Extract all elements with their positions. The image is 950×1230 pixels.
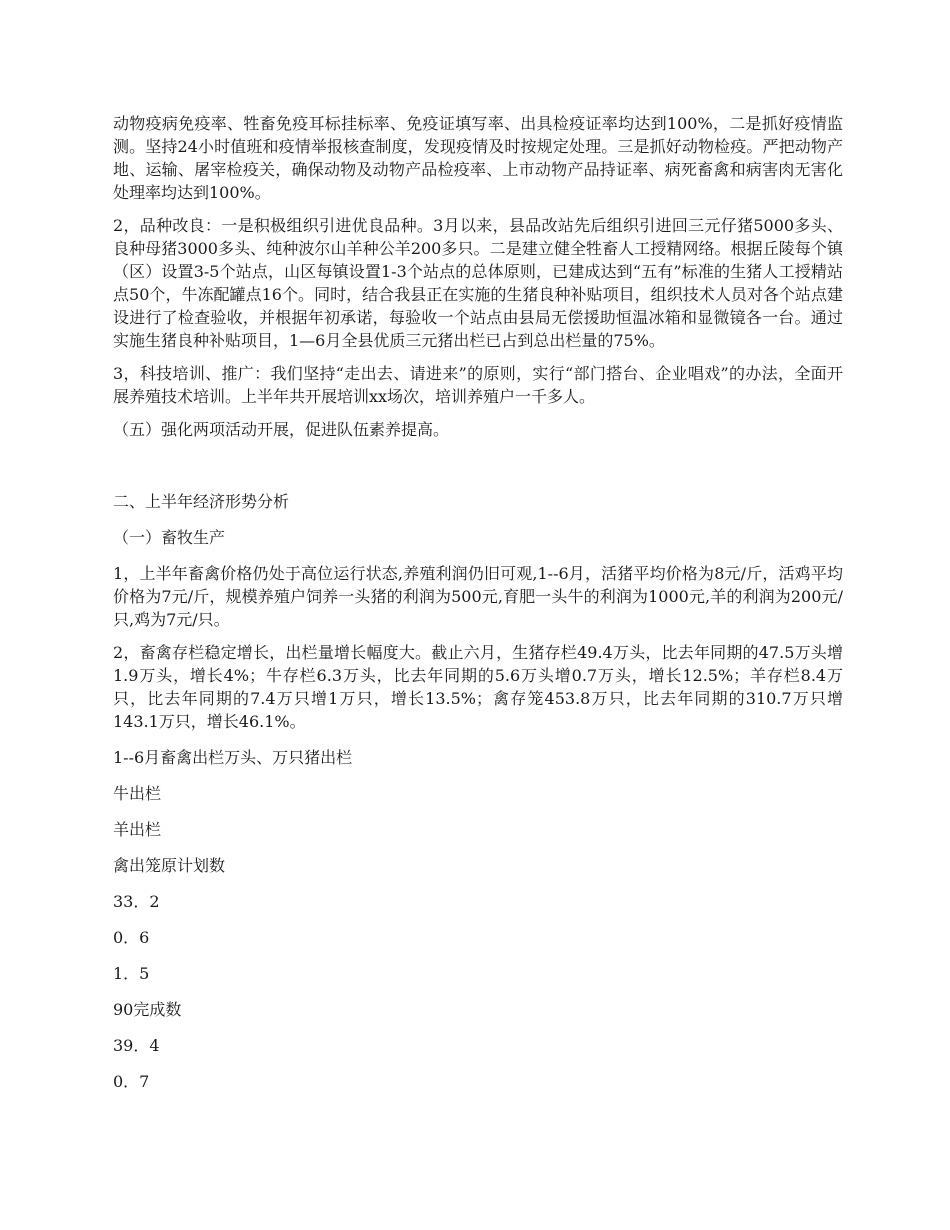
paragraph-epidemic-prevention: 动物疫病免疫率、牲畜免疫耳标挂标率、免疫证填写率、出具检疫证率均达到100%，二是抓好疫情监测。坚持24小时值班和疫情举报核查制度，发现疫情及时按规定处理。三是抓好动物检疫。严把动物产地、运输、屠宰检疫关，确保动物及动物产品检疫率、上市动物产品持证率、病死畜禽和病害肉无害化处理率均达到100%。 xyxy=(113,114,843,202)
paragraph-breed-improvement: 2，品种改良：一是积极组织引进优良品种。3月以来，县品改站先后组织引进回三元仔猪5000多头、良种母猪3000多头、纯种波尔山羊种公羊200多只。二是建立健全牲畜人工授精网络。根据丘陵每个镇（区）设置3-5个站点，山区每镇设置1-3个站点的总体原则，已建成达到“五有”标准的生猪人工授精站点50个，牛冻配罐点16个。同时，结合我县正在实施的生猪良种补贴项目，组织技术人员对各个站点建设进行了检查验收，并根据年初承诺，每验收一个站点由县局无偿援助恒温冰箱和显微镜各一台。通过实施生猪良种补贴项目，1—6月全县优质三元猪出栏已占到总出栏量的75%。 xyxy=(113,216,843,350)
table-line: 33．2 xyxy=(113,892,160,911)
document-page xyxy=(113,112,843,1106)
table-line: 牛出栏 xyxy=(113,784,162,803)
table-line: 0．6 xyxy=(113,928,150,947)
table-line: 90完成数 xyxy=(113,1000,182,1019)
paragraph-prices: 1，上半年畜禽价格仍处于高位运行状态,养殖利润仍旧可观,1--6月，活猪平均价格为8元/斤，活鸡平均价格为7元/斤，规模养殖户饲养一头猪的利润为500元,育肥一头牛的利润为1000元,羊的利润为200元/只,鸡为7元/只。 xyxy=(113,564,843,629)
section-heading-economic-analysis: 二、上半年经济形势分析 xyxy=(113,492,290,511)
table-line: 1--6月畜禽出栏万头、万只猪出栏 xyxy=(113,748,353,767)
table-line: 1．5 xyxy=(113,964,150,983)
paragraph-stock-growth: 2，畜禽存栏稳定增长，出栏量增长幅度大。截止六月，生猪存栏49.4万头，比去年同期的47.5万头增1.9万头，增长4%；牛存栏6.3万头，比去年同期的5.6万头增0.7万头，增长12.5%；羊存栏8.4万只，比去年同期的7.4万只增1万只，增长13.5%；禽存笼453.8万只，比去年同期的310.7万只增143.1万只，增长46.1%。 xyxy=(113,643,843,731)
paragraph-tech-training: 3，科技培训、推广：我们坚持“走出去、请进来”的原则，实行“部门搭台、企业唱戏”的办法，全面开展养殖技术培训。上半年共开展培训xx场次，培训养殖户一千多人。 xyxy=(113,364,843,406)
table-line: 39．4 xyxy=(113,1036,160,1055)
subsection-heading-livestock: （一）畜牧生产 xyxy=(113,528,226,547)
table-line: 0．7 xyxy=(113,1072,150,1091)
table-line: 禽出笼原计划数 xyxy=(113,856,226,875)
paragraph-team-activities: （五）强化两项活动开展，促进队伍素养提高。 xyxy=(113,420,450,439)
table-line: 羊出栏 xyxy=(113,820,162,839)
